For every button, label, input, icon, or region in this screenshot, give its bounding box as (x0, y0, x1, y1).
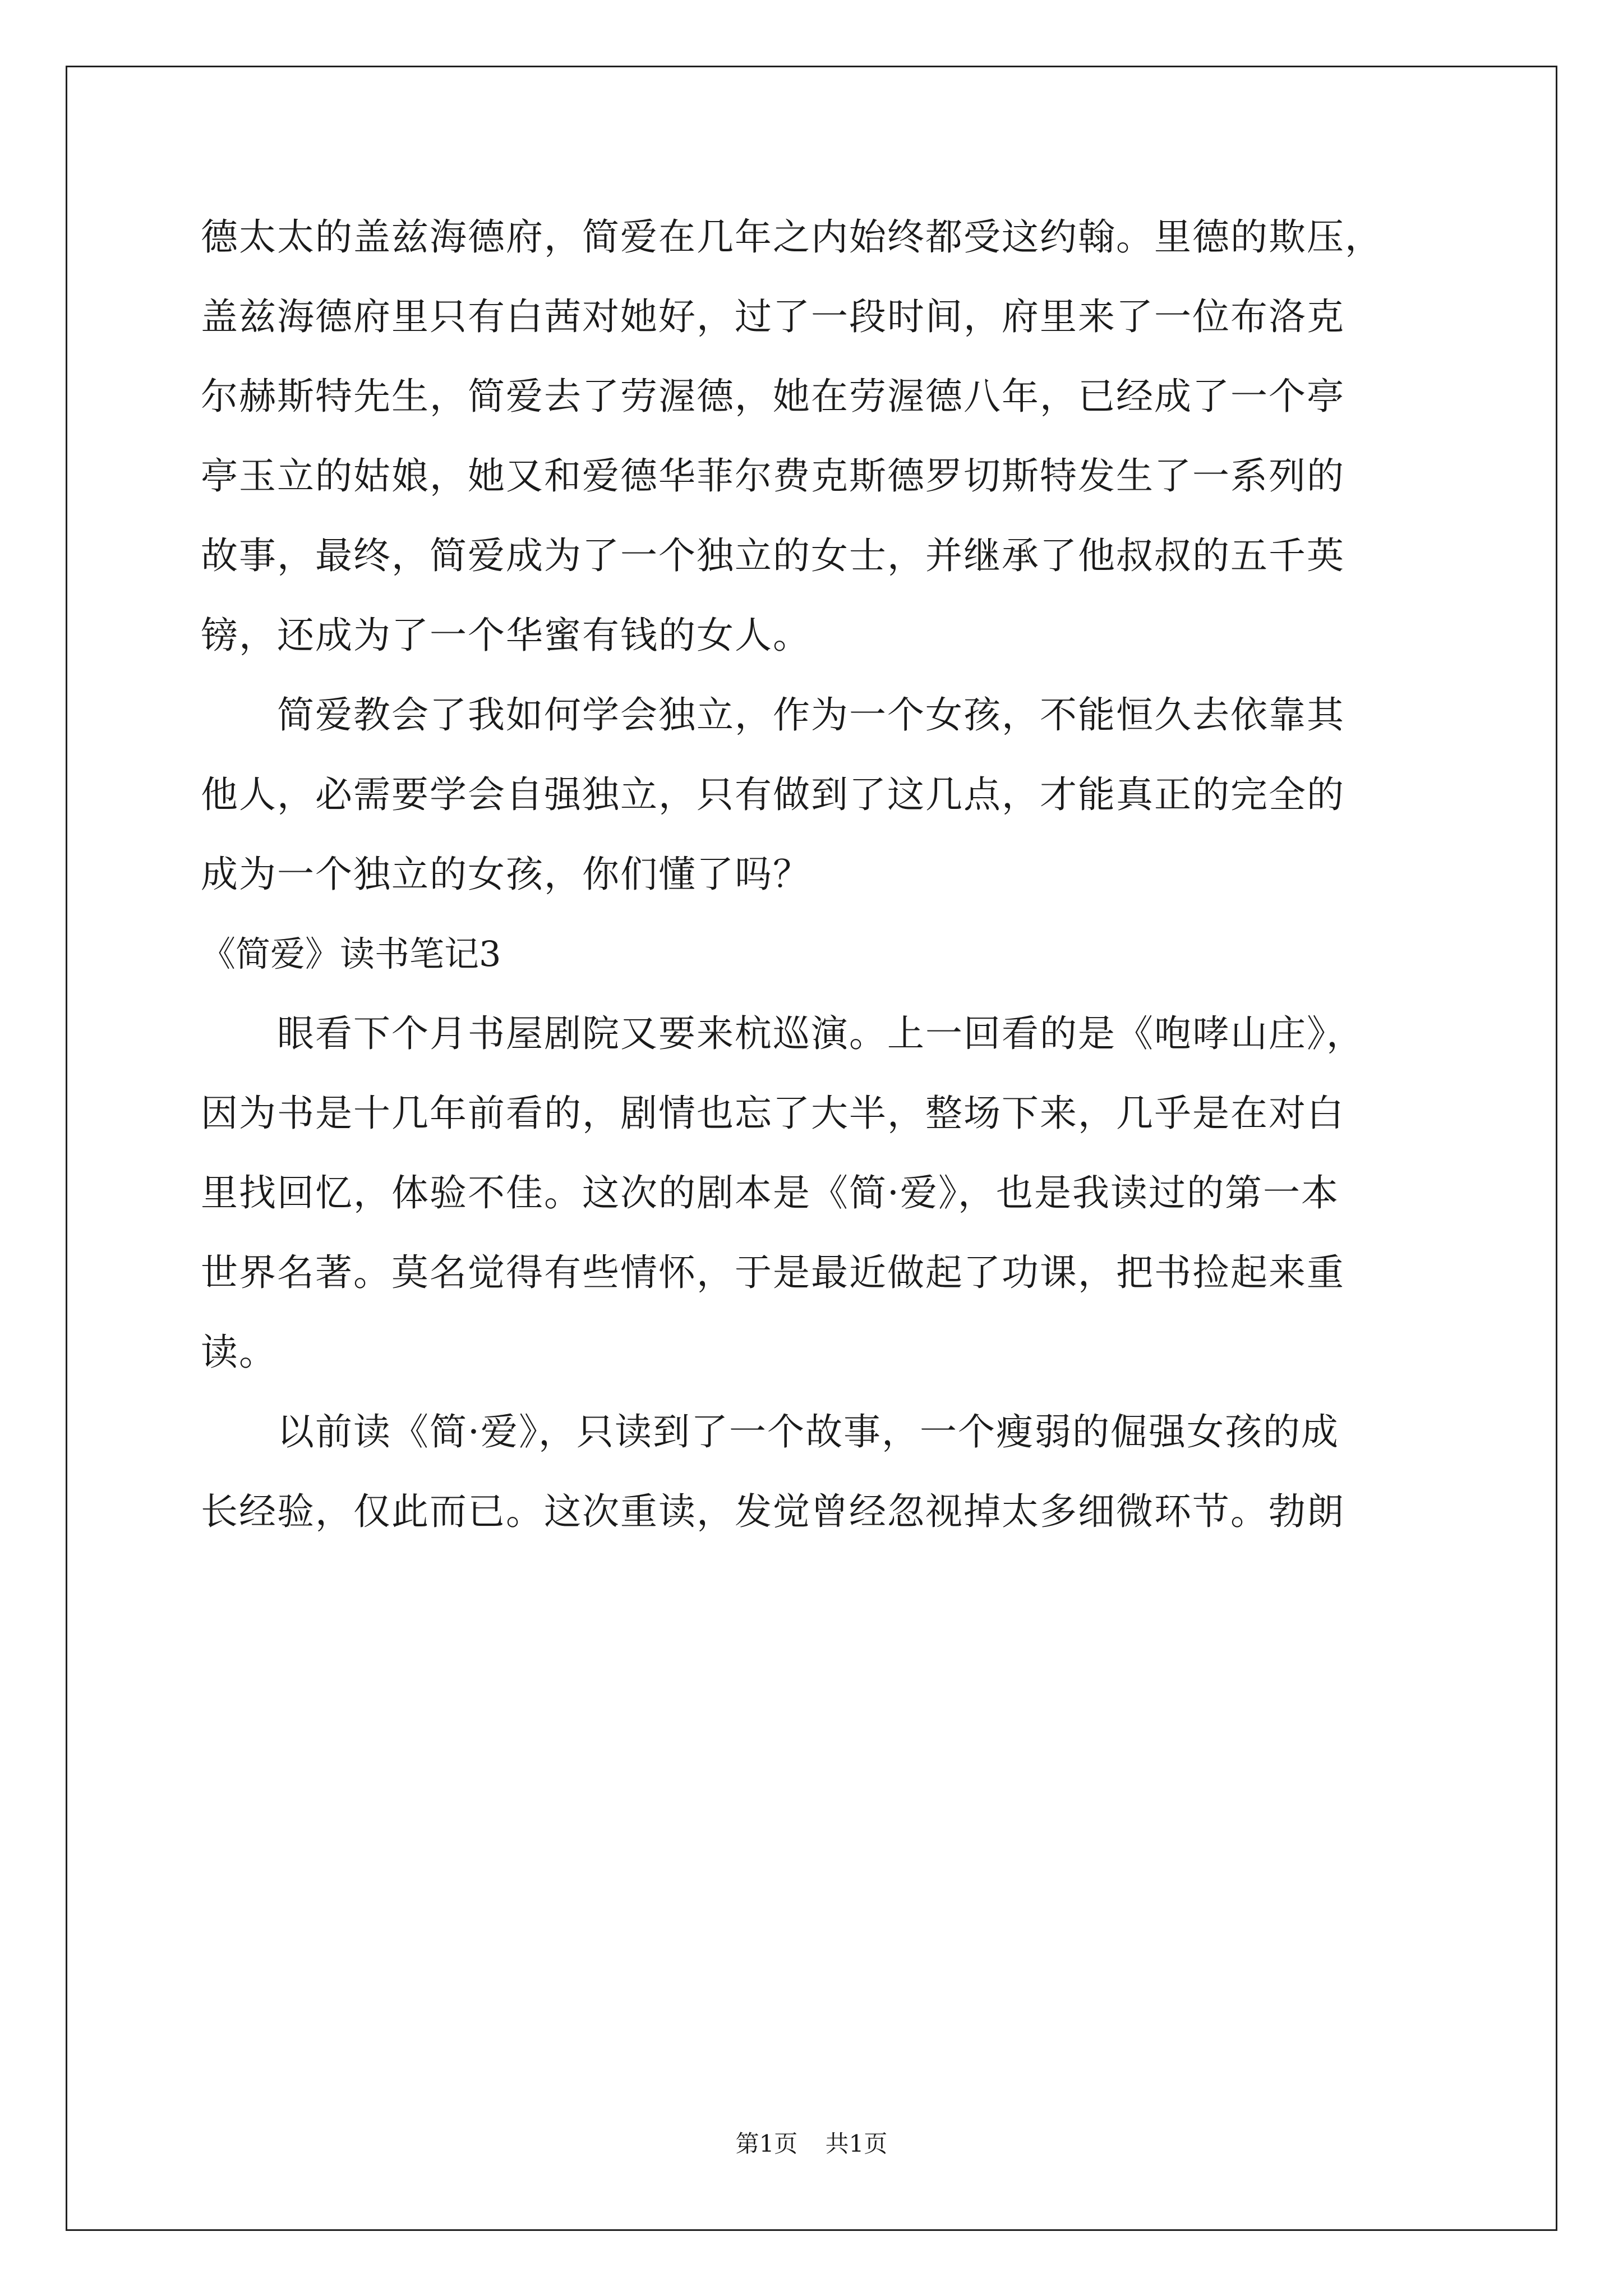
text-line: 读。 (201, 1331, 277, 1374)
page-total: 共1页 (825, 2130, 888, 2157)
text-line: 简爱教会了我如何学会独立，作为一个女孩，不能恒久去依靠其 (201, 693, 1345, 737)
text-line: 因为书是十几年前看的，剧情也忘了大半，整场下来，几乎是在对白 (201, 1092, 1345, 1135)
text-line: 德太太的盖兹海德府，简爱在几年之内始终都受这约翰。里德的欺压， (201, 215, 1383, 259)
page-footer (0, 2127, 1623, 2161)
text-line: 故事，最终，简爱成为了一个独立的女士，并继承了他叔叔的五千英 (201, 534, 1345, 577)
text-line: 世界名著。莫名觉得有些情怀，于是最近做起了功课，把书捡起来重 (201, 1251, 1345, 1294)
text-line: 眼看下个月书屋剧院又要来杭巡演。上一回看的是《咆哮山庄》， (201, 1012, 1364, 1055)
text-line: 镑，还成为了一个华蜜有钱的女人。 (201, 614, 811, 657)
text-line: 他人，必需要学会自强独立，只有做到了这几点，才能真正的完全的 (201, 773, 1345, 816)
text-line: 亭玉立的姑娘，她又和爱德华菲尔费克斯德罗切斯特发生了一系列的 (201, 454, 1345, 498)
text-line: 以前读《简·爱》，只读到了一个故事，一个瘦弱的倔强女孩的成 (201, 1410, 1339, 1453)
text-line: 成为一个独立的女孩，你们懂了吗？ (201, 853, 811, 896)
text-line: 里找回忆，体验不佳。这次的剧本是《简·爱》，也是我读过的第一本 (201, 1171, 1339, 1214)
document-body (201, 197, 1435, 1552)
section-heading: 《简爱》读书笔记3 (201, 933, 501, 974)
text-line: 长经验，仅此而已。这次重读，发觉曾经忽视掉太多细微环节。勃朗 (201, 1490, 1345, 1533)
text-line: 尔赫斯特先生，简爱去了劳渥德，她在劳渥德八年，已经成了一个亭 (201, 375, 1345, 418)
text-line: 盖兹海德府里只有白茜对她好，过了一段时间，府里来了一位布洛克 (201, 295, 1345, 338)
page-number: 第1页 (735, 2130, 798, 2157)
